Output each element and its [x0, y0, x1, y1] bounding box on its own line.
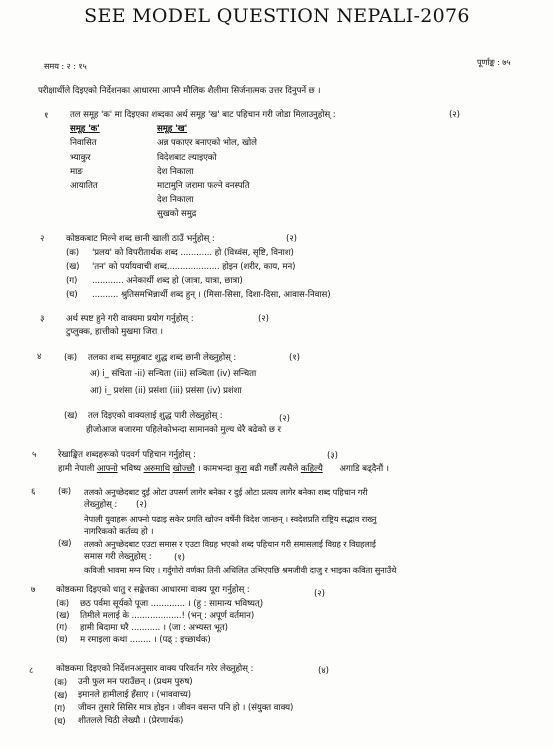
q5-underlined-word: अरुमाथि [143, 464, 170, 474]
q4b-question: तल दिइएको वाक्यलाई शुद्ध पारी लेख्नुहोस् : [88, 411, 223, 421]
general-instruction: परीक्षार्थीले दिइएको निर्देशनका आधारमा आफ्नै मौलिक शैलीमा सिर्जनात्मक उत्तर दिनुपर्ने छ । [38, 86, 321, 96]
q5-underlined-word: आफ्नो [96, 464, 118, 474]
q7-item-label: (क) [56, 599, 70, 609]
q2-item-text: .......... श्रुतिसमभिन्नार्थी शब्द हुन् । (मिसा-सिसा, दिशा-दिसा, आवास-निवास) [92, 290, 331, 300]
q2-item-label: (ख) [66, 262, 80, 272]
q1-col-a-item: माङ [70, 167, 83, 177]
full-marks: पूर्णाङ्क : ७५ [477, 57, 511, 67]
q7-item-label: (ग) [56, 623, 68, 633]
q1-col-b-header: समूह 'ख' [157, 124, 188, 134]
q1-col-b-item: सुखको समुद्र [157, 209, 197, 219]
q4a-question: तलका शब्द समूहबाट शुद्ध शब्द छानी लेख्नुहोस् : [88, 353, 237, 363]
q7-question: कोष्ठकमा दिइएको धातु र सङ्केतका आधारमा वाक्य पूरा गर्नुहोस् : [56, 585, 250, 595]
q2-marks: (२) [286, 234, 297, 244]
q6b-marks: (१) [174, 553, 185, 563]
q5-text: हामी नेपाली [58, 464, 95, 474]
q2-item-label: (घ) [66, 290, 78, 300]
q1-col-a-item: आयातित [70, 181, 98, 191]
q4b-sentence: हीजोआज बजारमा पहिलेकोभन्दा सामानको मुल्य धेरै बढेको छ र [86, 425, 281, 435]
q8-item-label: (घ) [54, 717, 66, 727]
q6a-question-cont: लेख्नुहोस् : [84, 500, 118, 510]
q8-question: कोष्ठकमा दिइएको निर्देशनअनुसार वाक्य परिवर्तन गरेर लेख्नुहोस् : [56, 664, 254, 674]
q5-marks: (३) [327, 451, 338, 461]
q6-number: ६ [31, 487, 36, 497]
q6b-paragraph: कविजी भावमा मग्न थिए । गर्दुगोरो वर्णका तिनी अधिलित उभिएपछि श्रमजीवी दाजु र भाइका कविता सुनाउँथे [84, 565, 397, 575]
page-title: SEE MODEL QUESTION NEPALI-2076 [84, 5, 470, 27]
q4b-marks: (२) [279, 414, 290, 424]
q1-marks: (२) [449, 110, 460, 120]
q6a-label: (क) [58, 487, 72, 497]
q5-underlined-word: कहिल्यै [300, 464, 323, 474]
q6b-question-cont: समास गरी लेख्नुहोस् : [84, 552, 152, 562]
q3-words: टुप्लुक्क, हात्तीको मुखमा जिरा । [66, 327, 163, 337]
q2-item-label: (ग) [66, 276, 78, 286]
q2-item-text: 'प्रलय' को विपरीतार्थक शब्द ............ हो (विध्वंस, सृष्टि, विनाश) [92, 248, 294, 258]
q1-number: १ [44, 111, 49, 121]
q2-question: कोष्ठकबाट मिल्ने शब्द छानी खाली ठाउँ भर्नुहोस् : [66, 234, 215, 244]
q8-item-label: (ग) [54, 704, 66, 714]
q1-col-b-item: देश निकाला [157, 167, 194, 177]
q5-underlined-word: खोज्छौ [172, 464, 195, 474]
q5-text: अगाडि बढ्दैनौं । [339, 464, 389, 474]
q2-item-text: 'तन' को पर्यायवाची शब्द.................... होइन (शरीर, काय, मन) [92, 262, 296, 272]
q5-text: । कामभन्दा [197, 464, 233, 474]
q5-sentence [58, 464, 389, 475]
q1-question: तल समूह 'क' मा दिइएका शब्दका अर्थ समूह 'ख' बाट पहिचान गरी जोडा मिलाउनुहोस् : [70, 110, 336, 120]
q4a-label: (क) [64, 353, 78, 363]
q1-col-b-item: अन्न पकाएर बनाएको भोल, खोले [157, 138, 257, 148]
q2-item-label: (क) [66, 248, 80, 258]
q7-item-label: (घ) [56, 635, 68, 645]
q5-underlined-word: कुरा [234, 464, 247, 474]
q5-question: रेखाङ्कित शब्दहरूको पदवर्ग पहिचान गर्नुहोस् : [58, 450, 196, 460]
q6a-paragraph: नेपाली युवाहरू आफ्नो पढाइ सकेर प्रगति खोज्न वर्षेनी विदेश जान्छन् । स्वदेशप्रति राष्ट्रिय सद्भाव राख्नु [84, 514, 377, 524]
q3-marks: (२) [258, 314, 269, 324]
q2-number: २ [40, 234, 45, 244]
q7-marks: (२) [314, 589, 325, 599]
q7-item-label: (ख) [56, 611, 70, 621]
q1-col-a-header: समूह 'क' [70, 124, 100, 134]
q4b-label: (ख) [64, 411, 78, 421]
q5-text: बढी गर्छौं त्यसैले [249, 464, 299, 474]
q7-item-text: तिमीले मलाई के ...................! (भन् : अपूर्ण वर्तमान) [80, 611, 255, 621]
q7-item-text: म रमाइला कथा ........ । (पढ् : इच्छार्थक) [80, 635, 211, 645]
q3-number: ३ [40, 314, 45, 324]
q8-number: ८ [29, 666, 34, 676]
q6a-marks: (२) [136, 500, 147, 510]
q7-number: ७ [31, 585, 36, 595]
q7-item-text: छठ पर्वमा सूर्यको पूजा ............. । (हु : सामान्य भविष्यत्) [80, 599, 263, 609]
q1-col-a-item: निवासित [70, 138, 97, 148]
q1-col-b-item: विदेशबाट ल्याइएको [157, 153, 217, 163]
q8-item-text: इमानले हामीलाई हँसाए । (भाववाच्य) [78, 690, 191, 700]
q6a-paragraph: नागरिकको कर्तव्य हो । [84, 527, 154, 537]
q8-item-label: (क) [54, 678, 68, 688]
q8-item-text: उनी फुल मन पराउँछन् । (प्रथम पुरुष) [78, 677, 193, 687]
q1-col-b-item: देश निकाला [157, 195, 194, 205]
q3-question: अर्थ स्पष्ट हुने गरी वाक्यमा प्रयोग गर्नुहोस् : [66, 314, 194, 324]
q5-number: ५ [32, 450, 37, 460]
q8-item-text: शीतलले चिठी लेख्यौ । (प्रेरणार्थक) [78, 716, 184, 726]
q1-col-a-item: भ्याकुर [70, 153, 91, 163]
q6a-question: तलको अनुच्छेदबाट दुई ओटा उपसर्ग लागेर बनेका र दुई ओटा प्रत्यय लागेर बनेका शब्द पहिचान गरी [84, 487, 368, 497]
q1-col-b-item: माटामुनि जरामा फल्ने वनस्पति [157, 181, 250, 191]
q4a-options: आ) i_ प्रशंसा (ii) प्रसंशा (iii) प्रसंसा (iv) प्रशंशा [90, 386, 242, 396]
q4-number: ४ [37, 352, 42, 362]
q8-marks: (४) [318, 666, 329, 676]
q4a-marks: (१) [289, 353, 300, 363]
q6b-question: तलको अनुच्छेदबाट एउटा समास र एउटा विग्रह भएको शब्द पहिचान गरी समासलाई विग्रह र विग्रहलाई [84, 539, 376, 549]
q7-item-text: हामी बिदामा घरै ........... । (जा : अभ्यस्त भूत) [80, 623, 228, 633]
q6b-label: (ख) [58, 539, 72, 549]
q5-text: भविष्य [120, 464, 141, 474]
q4a-options: अ) i_ संचिता -ii) सन्चिता (iii) सञ्चिता (iv) सन्चिता [90, 369, 257, 379]
q8-item-text: जीवन तुसारे सिसिर मात्र होइन । जीवन वसन्त पनि हो । (संयुक्त वाक्य) [78, 703, 294, 713]
q8-item-label: (ख) [54, 691, 68, 701]
exam-time: समय : २ : १५ [44, 61, 87, 71]
q2-item-text: ............ अनेकार्थी शब्द हो (जात्रा, यात्रा, छात्रा) [92, 276, 243, 286]
